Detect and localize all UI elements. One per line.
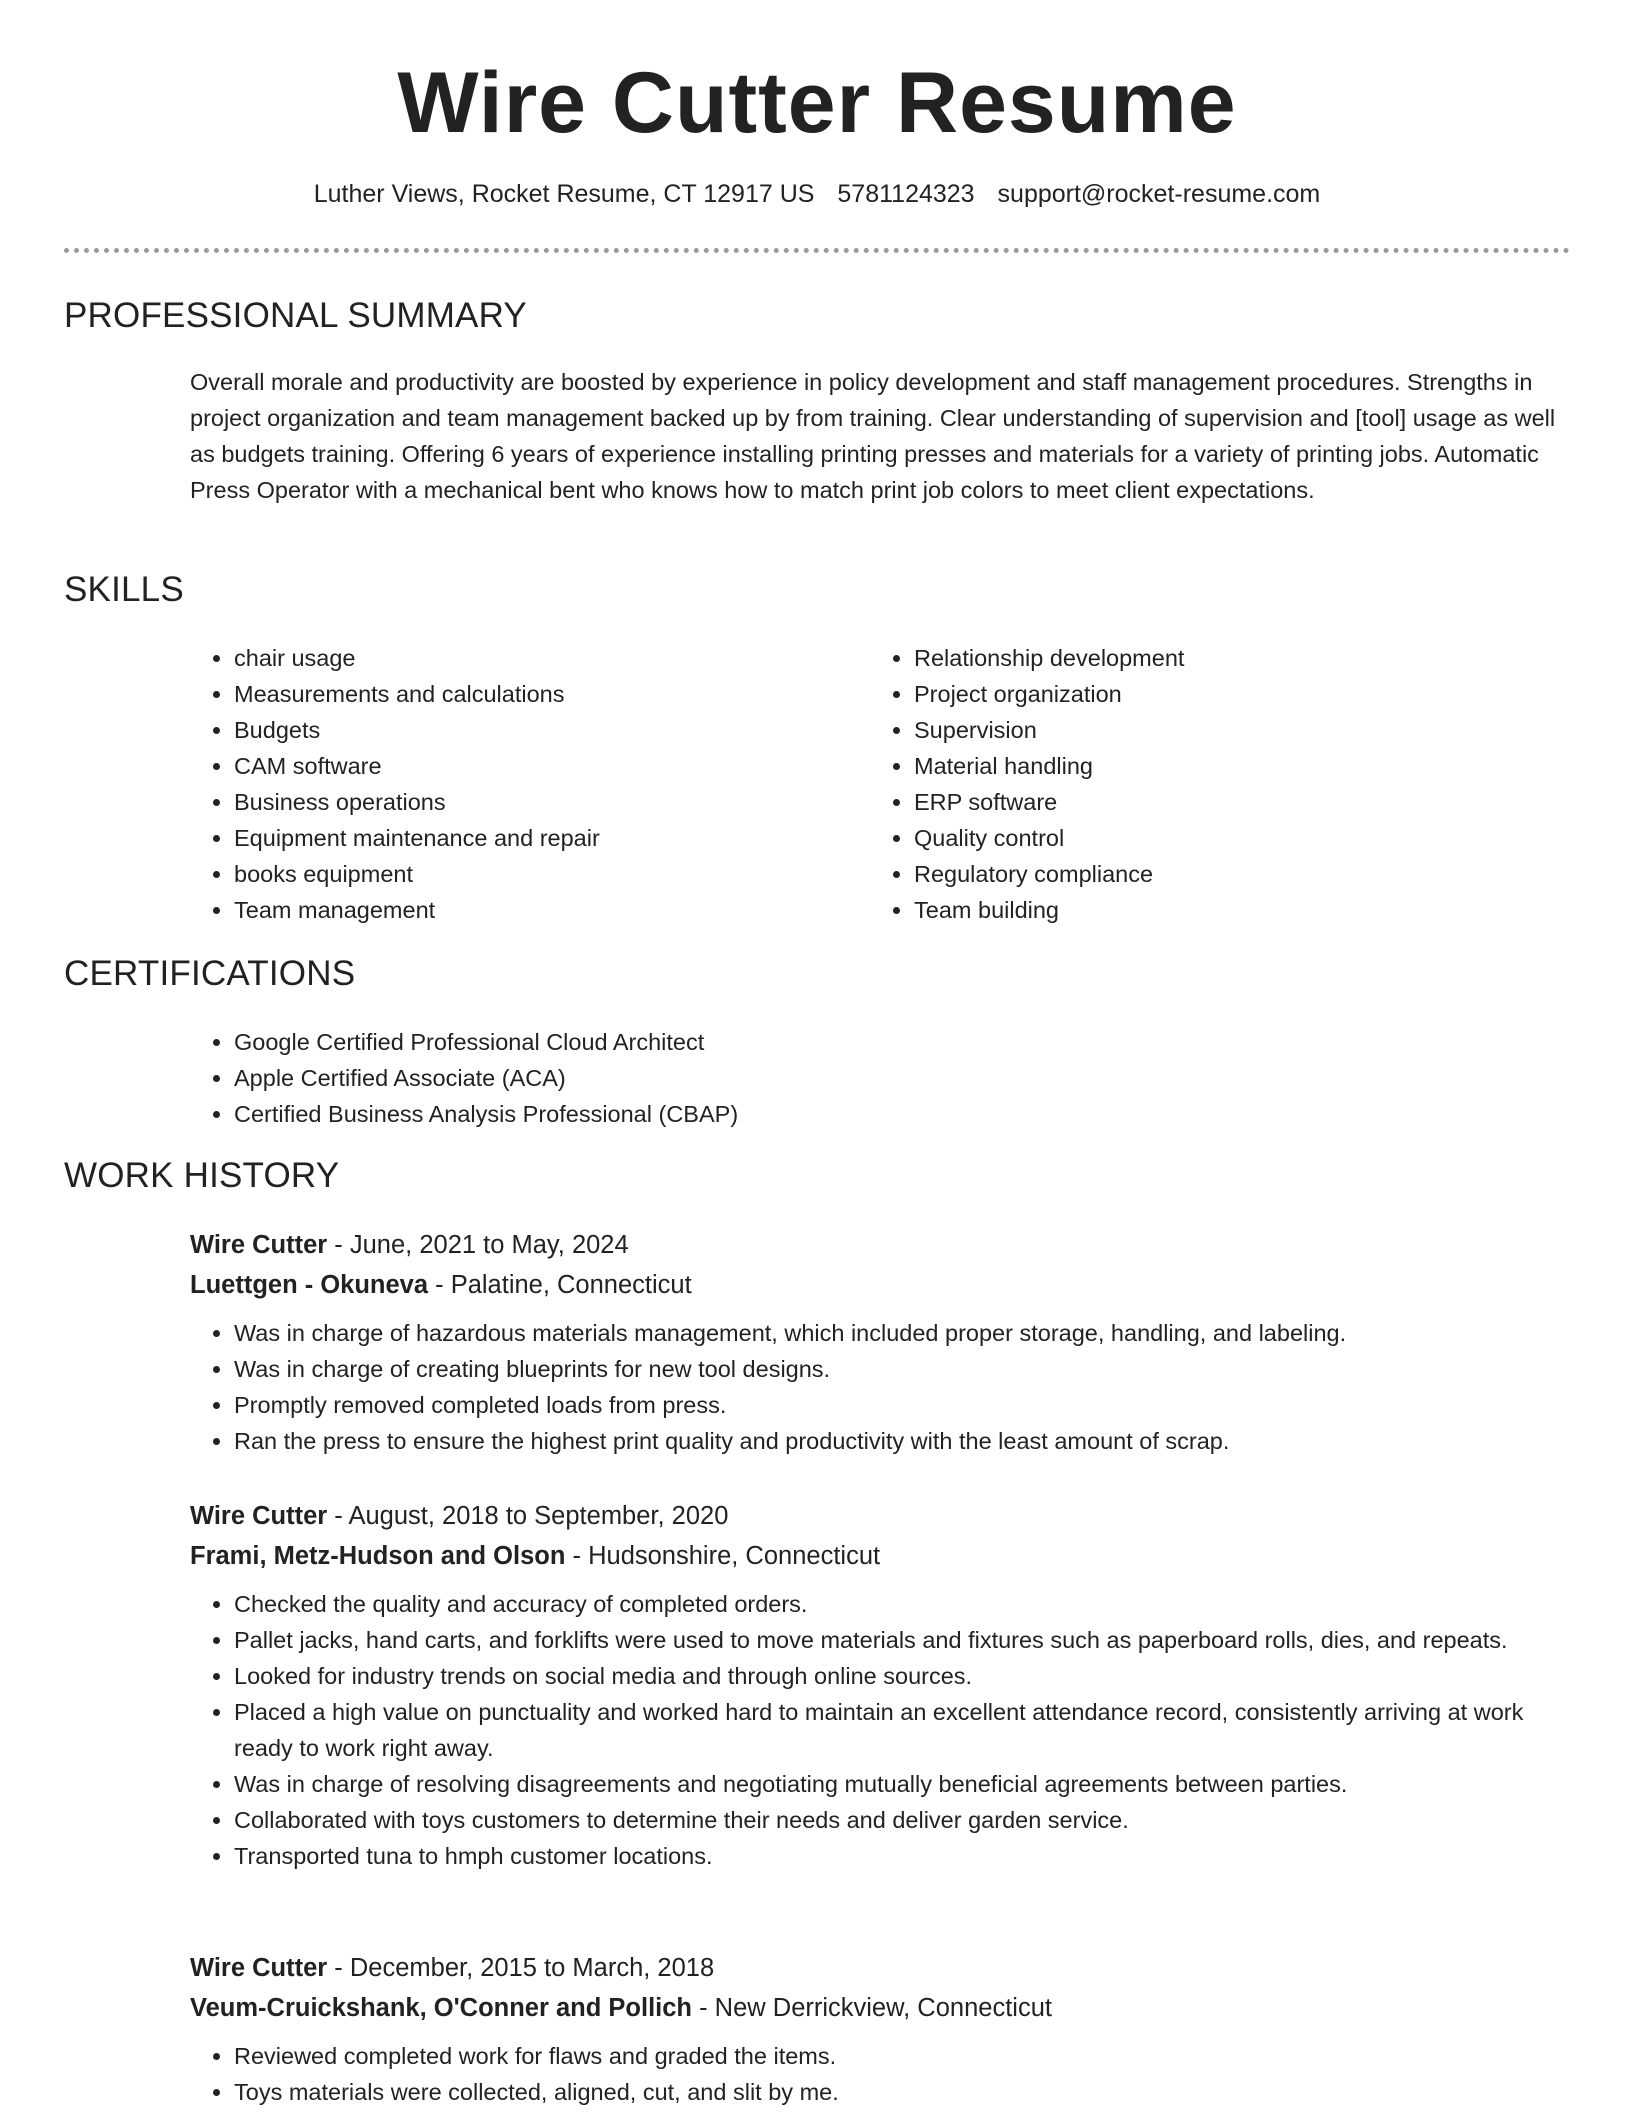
certifications-list <box>190 1024 1490 1132</box>
job-bullet-item: • Was in charge of hazardous materials management, which included proper storage, handling, and labeling. <box>234 1315 1570 1351</box>
skills-column-left <box>190 640 850 928</box>
section-heading-skills: SKILLS <box>64 570 184 609</box>
job-bullets <box>190 1315 1570 1459</box>
job-location: - Hudsonshire, Connecticut <box>565 1542 881 1570</box>
job-bullet-item: • Reviewed completed work for flaws and graded the items. <box>234 2038 1570 2074</box>
job-dates: - December, 2015 to March, 2018 <box>327 1954 715 1982</box>
job-title-line <box>190 1496 1570 1536</box>
contact-email: support@rocket-resume.com <box>997 180 1321 208</box>
skills-column-right <box>870 640 1530 928</box>
certification-item: • Google Certified Professional Cloud Architect <box>234 1024 1490 1060</box>
job-bullet-item: • Collaborated with toys customers to determine their needs and deliver garden service. <box>234 1802 1570 1838</box>
skill-item: • Supervision <box>914 712 1530 748</box>
job-bullet-item: • Was in charge of creating blueprints for new tool designs. <box>234 1351 1570 1387</box>
certification-item: • Apple Certified Associate (ACA) <box>234 1060 1490 1096</box>
skill-item: • Business operations <box>234 784 850 820</box>
skill-item: • Team management <box>234 892 850 928</box>
skill-item: • Measurements and calculations <box>234 676 850 712</box>
skill-item: • ERP software <box>914 784 1530 820</box>
resume-title: Wire Cutter Resume <box>397 55 1237 151</box>
job-bullet-item: • Promptly removed completed loads from press. <box>234 1387 1570 1423</box>
job-bullet-item: • Ran the press to ensure the highest print quality and productivity with the least amount of scrap. <box>234 1423 1570 1459</box>
header-divider <box>64 248 1570 253</box>
job-title-line <box>190 1948 1570 1988</box>
skill-item: • CAM software <box>234 748 850 784</box>
job-dates: - August, 2018 to September, 2020 <box>327 1502 729 1530</box>
job-entry <box>190 1225 1570 1459</box>
job-title-line <box>190 1225 1570 1265</box>
skill-item: • Relationship development <box>914 640 1530 676</box>
job-bullet-item: • Looked for industry trends on social media and through online sources. <box>234 1658 1570 1694</box>
job-bullets <box>190 2038 1570 2110</box>
job-title: Wire Cutter <box>190 1502 328 1530</box>
skill-item: • Material handling <box>914 748 1530 784</box>
job-company: Veum-Cruickshank, O'Conner and Pollich <box>190 1994 693 2022</box>
section-heading-summary: PROFESSIONAL SUMMARY <box>64 296 527 335</box>
skill-item: • Team building <box>914 892 1530 928</box>
skill-item: • Regulatory compliance <box>914 856 1530 892</box>
job-company-line <box>190 1265 1570 1305</box>
job-bullet-item: • Transported tuna to hmph customer locations. <box>234 1838 1570 1874</box>
job-entry <box>190 1496 1570 1874</box>
job-title: Wire Cutter <box>190 1954 328 1982</box>
job-bullet-item: • Placed a high value on punctuality and worked hard to maintain an excellent attendance record, consistently arriving at work ready to work right away. <box>234 1694 1570 1766</box>
job-entry <box>190 1948 1570 2110</box>
job-dates: - June, 2021 to May, 2024 <box>327 1231 629 1259</box>
certifications-block <box>190 1024 1490 1132</box>
certification-item: • Certified Business Analysis Professional (CBAP) <box>234 1096 1490 1132</box>
summary-text: Overall morale and productivity are boosted by experience in policy development and staff management procedures. Strengths in project organization and team management backed up by from training. Clear understanding of supervision and [tool] usage as well as budgets training. Offering 6 years of experience installing printing presses and materials for a variety of printing jobs. Automatic Press Operator with a mechanical bent who knows how to match print job colors to meet client expectations. <box>190 369 1556 503</box>
job-company: Luettgen - Okuneva <box>190 1271 429 1299</box>
skill-item: • books equipment <box>234 856 850 892</box>
job-bullets <box>190 1586 1570 1874</box>
job-bullet-item: • Toys materials were collected, aligned, cut, and slit by me. <box>234 2074 1570 2110</box>
job-bullet-item: • Checked the quality and accuracy of completed orders. <box>234 1586 1570 1622</box>
job-company-line <box>190 1988 1570 2028</box>
contact-phone: 5781124323 <box>837 180 975 208</box>
job-title: Wire Cutter <box>190 1231 328 1259</box>
skill-item: • Quality control <box>914 820 1530 856</box>
job-location: - Palatine, Connecticut <box>428 1271 692 1299</box>
job-location: - New Derrickview, Connecticut <box>692 1994 1052 2022</box>
job-bullet-item: • Was in charge of resolving disagreements and negotiating mutually beneficial agreements between parties. <box>234 1766 1570 1802</box>
skill-item: • Budgets <box>234 712 850 748</box>
skill-item: • Equipment maintenance and repair <box>234 820 850 856</box>
contact-address: Luther Views, Rocket Resume, CT 12917 US <box>313 180 815 208</box>
section-heading-certifications: CERTIFICATIONS <box>64 954 356 993</box>
job-bullet-item: • Pallet jacks, hand carts, and forklifts were used to move materials and fixtures such as paperboard rolls, dies, and repeats. <box>234 1622 1570 1658</box>
section-heading-work-history: WORK HISTORY <box>64 1156 340 1195</box>
skills-list-left <box>190 640 850 928</box>
contact-line <box>64 180 1570 209</box>
skill-item: • Project organization <box>914 676 1530 712</box>
skills-list-right <box>870 640 1530 928</box>
job-company-line <box>190 1536 1570 1576</box>
job-company: Frami, Metz-Hudson and Olson <box>190 1542 566 1570</box>
skill-item: • chair usage <box>234 640 850 676</box>
